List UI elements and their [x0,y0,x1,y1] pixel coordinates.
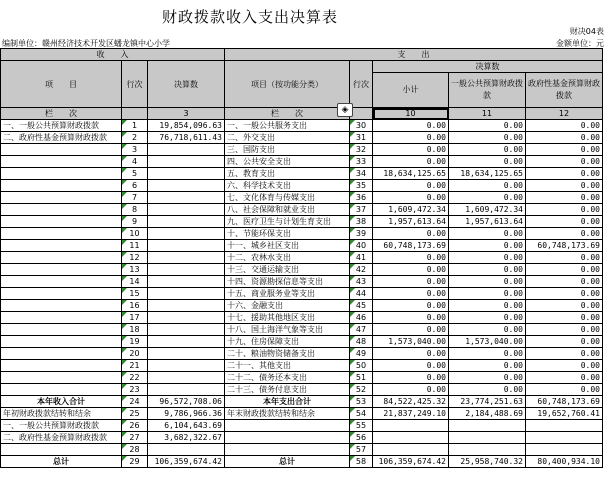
subtotal-cell[interactable]: 0.00 [373,144,449,156]
expense-rowno-cell[interactable]: 49 [350,348,373,360]
fund-budget-cell[interactable]: 0.00 [526,288,603,300]
general-budget-cell[interactable]: 0.00 [449,144,526,156]
income-rowno-cell[interactable]: 23 [122,384,148,396]
general-budget-cell[interactable] [449,432,526,444]
income-item-cell[interactable] [1,168,122,180]
income-rowno-cell[interactable]: 20 [122,348,148,360]
fund-budget-cell[interactable]: 0.00 [526,348,603,360]
income-item-cell[interactable] [1,204,122,216]
fund-budget-cell[interactable]: 19,652,760.41 [526,408,603,420]
fiscal-table [0,48,603,468]
subtotal-cell[interactable]: 0.00 [373,288,449,300]
income-item-cell[interactable]: 二、政府性基金预算财政拨款 [1,132,122,144]
expense-rowno-cell[interactable]: 33 [350,156,373,168]
money-unit: 金额单位：元 [556,39,604,48]
subtotal-cell[interactable]: 0.00 [373,276,449,288]
income-rowno-cell[interactable]: 13 [122,264,148,276]
subtotal-cell[interactable]: 1,573,040.00 [373,336,449,348]
expense-item-cell[interactable]: 年末财政拨款结转和结余 [225,408,350,420]
income-item-cell[interactable] [1,276,122,288]
income-amount-cell[interactable] [148,228,225,240]
fund-budget-cell[interactable]: 0.00 [526,132,603,144]
general-budget-cell[interactable]: 0.00 [449,228,526,240]
column-label-right[interactable]: 栏 次 [225,108,350,120]
income-item-cell[interactable] [1,300,122,312]
subtotal-cell[interactable] [373,432,449,444]
table-row [1,120,603,132]
income-rowno-cell[interactable]: 24 [122,396,148,408]
table-row [1,348,603,360]
income-item-cell[interactable]: 一、一般公共预算财政拨款 [1,420,122,432]
subtotal-cell[interactable]: 0.00 [373,192,449,204]
income-amount-cell[interactable] [148,444,225,456]
subtotal-cell[interactable]: 0.00 [373,228,449,240]
column-index-12[interactable]: 12 [526,108,603,120]
subtotal-cell[interactable] [373,444,449,456]
expense-item-cell[interactable]: 十六、金融支出 [225,300,350,312]
expense-rowno-cell[interactable]: 30 [350,120,373,132]
income-rowno-cell[interactable]: 5 [122,168,148,180]
fund-budget-cell[interactable]: 0.00 [526,276,603,288]
fund-budget-cell[interactable]: 0.00 [526,168,603,180]
income-rowno-cell[interactable]: 3 [122,144,148,156]
expense-rowno-cell[interactable]: 48 [350,336,373,348]
general-budget-cell[interactable]: 18,634,125.65 [449,168,526,180]
expense-rowno-cell[interactable]: 50 [350,360,373,372]
income-amount-cell[interactable] [148,216,225,228]
income-item-cell[interactable] [1,192,122,204]
income-rowno-cell[interactable]: 7 [122,192,148,204]
income-amount-cell[interactable]: 19,854,096.63 [148,120,225,132]
income-item-cell[interactable]: 总计 [1,456,122,468]
general-budget-cell[interactable]: 0.00 [449,132,526,144]
expense-rowno-cell[interactable]: 45 [350,300,373,312]
income-amount-cell[interactable] [148,360,225,372]
table-row [1,456,603,468]
subtotal-cell[interactable]: 0.00 [373,156,449,168]
table-row [1,276,603,288]
general-budget-cell[interactable]: 0.00 [449,120,526,132]
income-rowno-cell[interactable]: 2 [122,132,148,144]
fund-budget-cell[interactable]: 0.00 [526,192,603,204]
expense-item-cell[interactable]: 四、公共安全支出 [225,156,350,168]
expense-item-cell[interactable]: 总计 [225,456,350,468]
table-row [1,168,603,180]
income-amount-cell[interactable] [148,156,225,168]
income-amount-header[interactable]: 决算数 [148,61,225,108]
expense-rowno-cell[interactable]: 41 [350,252,373,264]
income-amount-cell[interactable] [148,276,225,288]
income-rowno-cell[interactable]: 11 [122,240,148,252]
fund-budget-cell[interactable] [526,432,603,444]
table-row [1,432,603,444]
expense-item-cell[interactable]: 二十、粮油物资储备支出 [225,348,350,360]
expense-item-cell[interactable]: 九、医疗卫生与计划生育支出 [225,216,350,228]
income-item-cell[interactable]: 年初财政拨款结转和结余 [1,408,122,420]
subtotal-cell[interactable]: 0.00 [373,324,449,336]
general-budget-cell[interactable]: 0.00 [449,360,526,372]
subtotal-cell[interactable]: 0.00 [373,132,449,144]
expense-rowno-cell[interactable]: 56 [350,432,373,444]
fund-budget-cell[interactable]: 0.00 [526,324,603,336]
income-rowno-cell[interactable]: 12 [122,252,148,264]
income-amount-cell[interactable]: 9,786,966.36 [148,408,225,420]
subtotal-header[interactable]: 小计 [373,73,449,108]
subtotal-cell[interactable]: 0.00 [373,180,449,192]
table-row [1,300,603,312]
table-row [1,156,603,168]
amount-group-header[interactable]: 决算数 [373,61,603,73]
income-item-cell[interactable] [1,348,122,360]
table-row [1,324,603,336]
income-item-cell[interactable] [1,288,122,300]
subtotal-cell[interactable]: 0.00 [373,300,449,312]
fund-budget-cell[interactable]: 0.00 [526,216,603,228]
income-rowno-cell[interactable]: 17 [122,312,148,324]
income-rowno-cell[interactable]: 19 [122,336,148,348]
subtotal-cell[interactable] [373,420,449,432]
reporting-unit: 编制单位：赣州经济技术开发区蟠龙镇中心小学 [2,39,170,48]
expense-item-cell[interactable]: 五、教育支出 [225,168,350,180]
subtotal-cell[interactable]: 1,609,472.34 [373,204,449,216]
general-budget-cell[interactable]: 0.00 [449,240,526,252]
expense-rowno-cell[interactable]: 44 [350,288,373,300]
fund-budget-header[interactable]: 政府性基金预算财政拨款 [526,73,603,108]
form-code: 财决04表 [569,27,604,36]
expense-item-header[interactable]: 项目（按功能分类） [225,61,350,108]
income-amount-cell[interactable] [148,252,225,264]
subtotal-cell[interactable]: 0.00 [373,372,449,384]
fund-budget-cell[interactable]: 0.00 [526,156,603,168]
general-budget-cell[interactable]: 25,958,740.32 [449,456,526,468]
expense-rowno-cell[interactable]: 43 [350,276,373,288]
fund-budget-cell[interactable]: 0.00 [526,144,603,156]
expense-item-cell[interactable]: 二十一、其他支出 [225,360,350,372]
general-budget-cell[interactable]: 0.00 [449,372,526,384]
income-amount-cell[interactable] [148,264,225,276]
income-amount-cell[interactable] [148,192,225,204]
income-amount-cell[interactable] [148,300,225,312]
income-amount-cell[interactable] [148,180,225,192]
table-row [1,180,603,192]
income-item-cell[interactable] [1,444,122,456]
general-budget-cell[interactable]: 23,774,251.63 [449,396,526,408]
fund-budget-cell[interactable]: 60,748,173.69 [526,396,603,408]
table-row [1,228,603,240]
fund-budget-cell[interactable] [526,444,603,456]
expense-rowno-cell[interactable]: 31 [350,132,373,144]
column-index-10[interactable]: 10 [373,108,449,120]
subtotal-cell[interactable]: 0.00 [373,384,449,396]
subtotal-cell[interactable]: 0.00 [373,264,449,276]
table-row [1,420,603,432]
expense-rowno-header[interactable]: 行次 [350,61,373,108]
expense-rowno-cell[interactable]: 52 [350,384,373,396]
income-rowno-cell[interactable]: 6 [122,180,148,192]
table-row [1,372,603,384]
income-header[interactable]: 收 入 [1,49,225,61]
income-item-header[interactable]: 项 目 [1,61,122,108]
income-item-cell[interactable] [1,324,122,336]
fund-budget-cell[interactable]: 80,400,934.10 [526,456,603,468]
fund-budget-cell[interactable]: 0.00 [526,228,603,240]
table-row [1,264,603,276]
expense-item-cell[interactable]: 七、文化体育与传媒支出 [225,192,350,204]
general-budget-cell[interactable]: 0.00 [449,312,526,324]
table-row [1,360,603,372]
income-rowno-cell[interactable]: 28 [122,444,148,456]
expense-item-cell[interactable]: 十九、住房保障支出 [225,336,350,348]
table-row [1,192,603,204]
expense-item-cell[interactable]: 十七、援助其他地区支出 [225,312,350,324]
income-amount-cell[interactable] [148,204,225,216]
table-row [1,396,603,408]
expense-rowno-cell[interactable]: 32 [350,144,373,156]
expense-rowno-cell[interactable]: 53 [350,396,373,408]
expense-item-cell[interactable]: 十三、交通运输支出 [225,264,350,276]
fund-budget-cell[interactable]: 0.00 [526,372,603,384]
expense-rowno-cell[interactable]: 58 [350,456,373,468]
report-title: 财政拨款收入支出决算表 [161,8,338,26]
income-rowno-cell[interactable]: 21 [122,360,148,372]
income-amount-cell[interactable] [148,312,225,324]
income-amount-cell[interactable]: 3,682,322.67 [148,432,225,444]
table-row [1,252,603,264]
expense-rowno-cell[interactable]: 47 [350,324,373,336]
income-rowno-cell[interactable]: 26 [122,420,148,432]
income-amount-cell[interactable] [148,324,225,336]
fund-budget-cell[interactable]: 0.00 [526,120,603,132]
income-amount-cell[interactable]: 106,359,674.42 [148,456,225,468]
table-row [1,408,603,420]
subtotal-cell[interactable]: 0.00 [373,312,449,324]
general-budget-cell[interactable]: 0.00 [449,300,526,312]
expense-item-cell[interactable]: 十二、农林水支出 [225,252,350,264]
income-amount-cell[interactable] [148,144,225,156]
income-item-cell[interactable] [1,360,122,372]
income-amount-cell[interactable] [148,372,225,384]
expense-rowno-cell[interactable]: 46 [350,312,373,324]
expense-header[interactable]: 支 出 [225,49,603,61]
income-rowno-cell[interactable]: 10 [122,228,148,240]
subtotal-cell[interactable]: 0.00 [373,360,449,372]
income-item-cell[interactable] [1,180,122,192]
expense-item-cell[interactable]: 本年支出合计 [225,396,350,408]
subtotal-cell[interactable]: 60,748,173.69 [373,240,449,252]
fund-budget-cell[interactable]: 0.00 [526,252,603,264]
table-row [1,336,603,348]
table-row [1,240,603,252]
expense-item-cell[interactable]: 六、科学技术支出 [225,180,350,192]
income-item-cell[interactable] [1,264,122,276]
fund-budget-cell[interactable]: 0.00 [526,264,603,276]
income-rowno-cell[interactable]: 27 [122,432,148,444]
income-rowno-cell[interactable]: 15 [122,288,148,300]
table-row [1,216,603,228]
general-budget-cell[interactable]: 2,184,488.69 [449,408,526,420]
expense-rowno-cell[interactable]: 57 [350,444,373,456]
expense-rowno-cell[interactable]: 35 [350,180,373,192]
income-item-cell[interactable] [1,156,122,168]
general-budget-cell[interactable]: 0.00 [449,192,526,204]
expense-item-cell[interactable]: 二、外交支出 [225,132,350,144]
general-budget-cell[interactable]: 0.00 [449,288,526,300]
fund-budget-cell[interactable]: 0.00 [526,312,603,324]
income-item-cell[interactable] [1,384,122,396]
paste-options-icon[interactable]: ◈ [337,103,353,117]
table-row [1,288,603,300]
general-budget-cell[interactable]: 0.00 [449,276,526,288]
general-budget-cell[interactable]: 0.00 [449,156,526,168]
general-budget-cell[interactable]: 0.00 [449,264,526,276]
table-row [1,384,603,396]
income-rowno-cell[interactable]: 18 [122,324,148,336]
subtotal-cell[interactable]: 0.00 [373,252,449,264]
general-budget-header[interactable]: 一般公共预算财政拨款 [449,73,526,108]
income-item-cell[interactable] [1,144,122,156]
income-amount-cell[interactable]: 6,104,643.69 [148,420,225,432]
income-amount-cell[interactable] [148,384,225,396]
income-item-cell[interactable] [1,312,122,324]
fund-budget-cell[interactable]: 60,748,173.69 [526,240,603,252]
general-budget-cell[interactable]: 1,957,613.64 [449,216,526,228]
subtotal-cell[interactable]: 84,522,425.32 [373,396,449,408]
income-rowno-cell[interactable]: 4 [122,156,148,168]
income-item-cell[interactable] [1,240,122,252]
table-row [1,444,603,456]
expense-item-cell[interactable]: 十八、国土海洋气象等支出 [225,324,350,336]
expense-item-cell[interactable] [225,432,350,444]
income-rowno-cell[interactable]: 25 [122,408,148,420]
general-budget-cell[interactable]: 1,573,040.00 [449,336,526,348]
income-item-cell[interactable] [1,252,122,264]
expense-item-cell[interactable]: 三、国防支出 [225,144,350,156]
general-budget-cell[interactable]: 0.00 [449,324,526,336]
expense-rowno-cell[interactable]: 34 [350,168,373,180]
expense-item-cell[interactable]: 八、社会保障和就业支出 [225,204,350,216]
income-rowno-header[interactable]: 行次 [122,61,148,108]
table-row [1,144,603,156]
fund-budget-cell[interactable]: 0.00 [526,204,603,216]
expense-rowno-cell[interactable]: 36 [350,192,373,204]
income-amount-cell[interactable] [148,336,225,348]
fund-budget-cell[interactable]: 0.00 [526,180,603,192]
expense-item-cell[interactable]: 十一、城乡社区支出 [225,240,350,252]
expense-item-cell[interactable]: 二十三、债务付息支出 [225,384,350,396]
table-row [1,204,603,216]
income-amount-cell[interactable]: 96,572,708.06 [148,396,225,408]
expense-rowno-cell[interactable]: 42 [350,264,373,276]
income-rowno-cell[interactable]: 1 [122,120,148,132]
expense-rowno-cell[interactable]: 51 [350,372,373,384]
fund-budget-cell[interactable]: 0.00 [526,300,603,312]
income-rowno-cell[interactable]: 14 [122,276,148,288]
subtotal-cell[interactable]: 0.00 [373,120,449,132]
income-item-cell[interactable] [1,228,122,240]
expense-rowno-cell[interactable]: 55 [350,420,373,432]
expense-item-cell[interactable] [225,420,350,432]
general-budget-cell[interactable]: 0.00 [449,252,526,264]
fund-budget-cell[interactable]: 0.00 [526,384,603,396]
general-budget-cell[interactable]: 0.00 [449,348,526,360]
income-item-cell[interactable] [1,216,122,228]
expense-rowno-cell[interactable]: 54 [350,408,373,420]
expense-rowno-cell[interactable]: 37 [350,204,373,216]
expense-item-cell[interactable]: 一、一般公共服务支出 [225,120,350,132]
fund-budget-cell[interactable]: 0.00 [526,360,603,372]
expense-rowno-cell[interactable]: 38 [350,216,373,228]
income-rowno-cell[interactable]: 9 [122,216,148,228]
income-amount-cell[interactable] [148,288,225,300]
income-rowno-cell[interactable]: 22 [122,372,148,384]
fund-budget-cell[interactable] [526,420,603,432]
general-budget-cell[interactable]: 0.00 [449,180,526,192]
expense-item-cell[interactable]: 十五、商业服务业等支出 [225,288,350,300]
expense-item-cell[interactable]: 十四、资源勘探信息等支出 [225,276,350,288]
income-item-cell[interactable] [1,336,122,348]
income-item-cell[interactable] [1,372,122,384]
table-row [1,132,603,144]
table-row [1,312,603,324]
expense-item-cell[interactable] [225,444,350,456]
general-budget-cell[interactable]: 1,609,472.34 [449,204,526,216]
income-item-cell[interactable]: 二、政府性基金预算财政拨款 [1,432,122,444]
expense-rowno-cell[interactable]: 39 [350,228,373,240]
income-amount-cell[interactable]: 76,718,611.43 [148,132,225,144]
subtotal-cell[interactable]: 1,957,613.64 [373,216,449,228]
fund-budget-cell[interactable]: 0.00 [526,336,603,348]
subtotal-cell[interactable]: 21,837,249.10 [373,408,449,420]
expense-item-cell[interactable]: 二十二、债务还本支出 [225,372,350,384]
subtotal-cell[interactable]: 0.00 [373,348,449,360]
column-index-3[interactable]: 3 [148,108,225,120]
income-rowno-cell[interactable]: 29 [122,456,148,468]
general-budget-cell[interactable] [449,420,526,432]
income-amount-cell[interactable] [148,168,225,180]
income-item-cell[interactable]: 一、一般公共预算财政拨款 [1,120,122,132]
expense-item-cell[interactable]: 十、节能环保支出 [225,228,350,240]
subtotal-cell[interactable]: 18,634,125.65 [373,168,449,180]
general-budget-cell[interactable]: 0.00 [449,384,526,396]
income-amount-cell[interactable] [148,348,225,360]
expense-rowno-cell[interactable]: 40 [350,240,373,252]
subtotal-cell[interactable]: 106,359,674.42 [373,456,449,468]
income-item-cell[interactable]: 本年收入合计 [1,396,122,408]
column-index-11[interactable]: 11 [449,108,526,120]
income-amount-cell[interactable] [148,240,225,252]
column-label-blank[interactable] [122,108,148,120]
income-rowno-cell[interactable]: 16 [122,300,148,312]
general-budget-cell[interactable] [449,444,526,456]
column-label-left[interactable]: 栏 次 [1,108,122,120]
income-rowno-cell[interactable]: 8 [122,204,148,216]
